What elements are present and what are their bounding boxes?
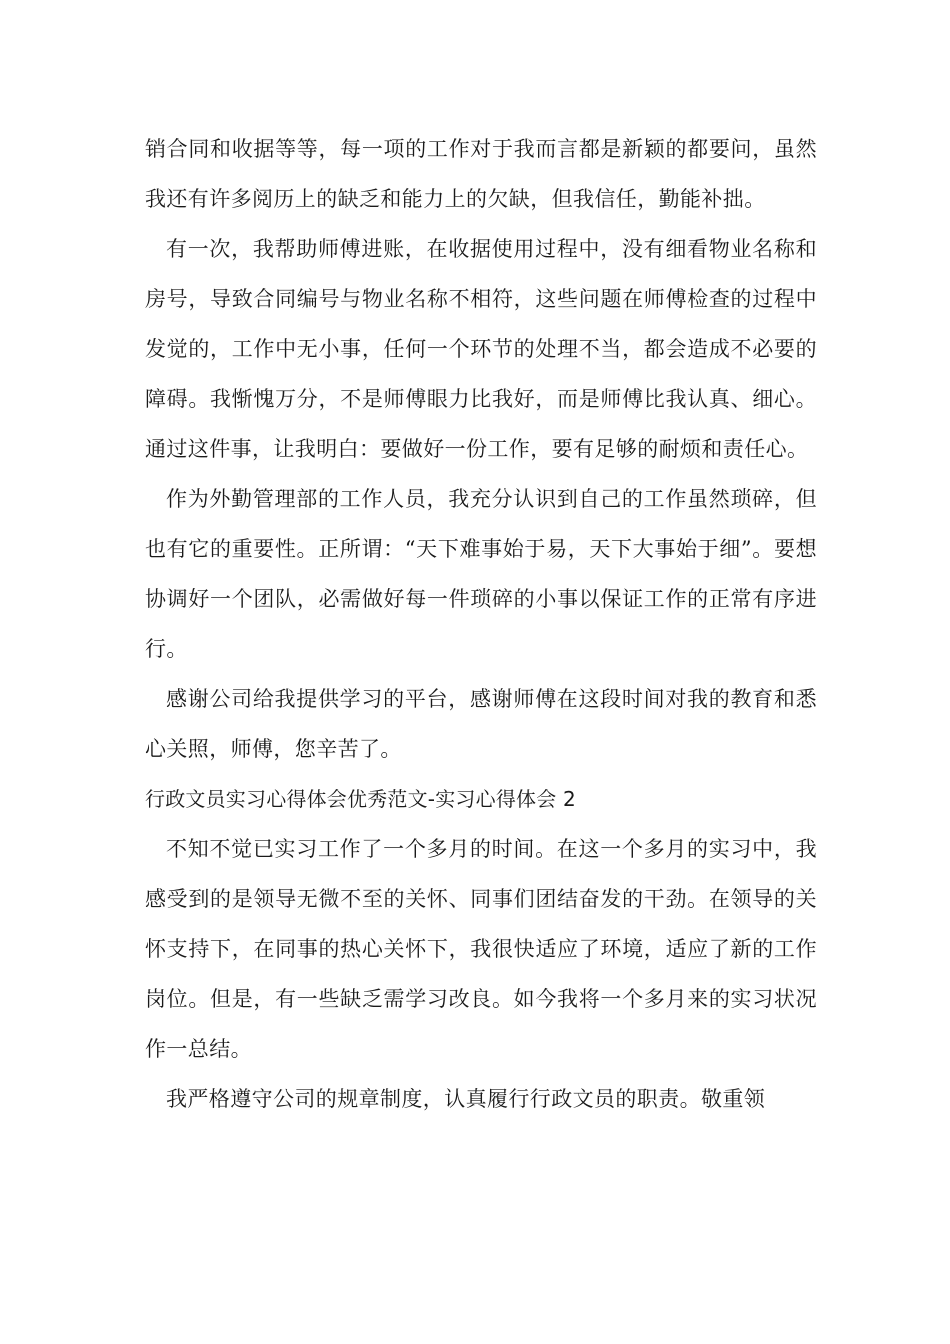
paragraph-5: 不知不觉已实习工作了一个多月的时间。在这一个多月的实习中，我感受到的是领导无微不至的关怀、同事们团结奋发的干劲。在领导的关怀支持下，在同事的热心关怀下，我很快适应了环境，适应了新的工作岗位。但是，有一些缺乏需学习改良。如今我将一个多月来的实习状况作一总结。 [145, 837, 817, 1061]
document-body [145, 124, 817, 1124]
paragraph-4: 感谢公司给我提供学习的平台，感谢师傅在这段时间对我的教育和悉心关照，师傅，您辛苦了。 [145, 687, 817, 761]
paragraph-3: 作为外勤管理部的工作人员，我充分认识到自己的工作虽然琐碎，但也有它的重要性。正所谓：“天下难事始于易，天下大事始于细”。要想协调好一个团队，必需做好每一件琐碎的小事以保证工作的正常有序进行。 [145, 487, 817, 661]
paragraph-6: 我严格遵守公司的规章制度，认真履行行政文员的职责。敬重领 [166, 1087, 766, 1111]
paragraph-1: 销合同和收据等等，每一项的工作对于我而言都是新颖的都要问，虽然我还有许多阅历上的缺乏和能力上的欠缺，但我信任，勤能补拙。 [145, 137, 817, 211]
paragraph-2: 有一次，我帮助师傅进账，在收据使用过程中，没有细看物业名称和房号，导致合同编号与物业名称不相符，这些问题在师傅检查的过程中发觉的，工作中无小事，任何一个环节的处理不当，都会造成不必要的障碍。我惭愧万分，不是师傅眼力比我好，而是师傅比我认真、细心。通过这件事，让我明白：要做好一份工作，要有足够的耐烦和责任心。 [145, 237, 817, 461]
section-heading: 行政文员实习心得体会优秀范文-实习心得体会 2 [145, 787, 576, 811]
